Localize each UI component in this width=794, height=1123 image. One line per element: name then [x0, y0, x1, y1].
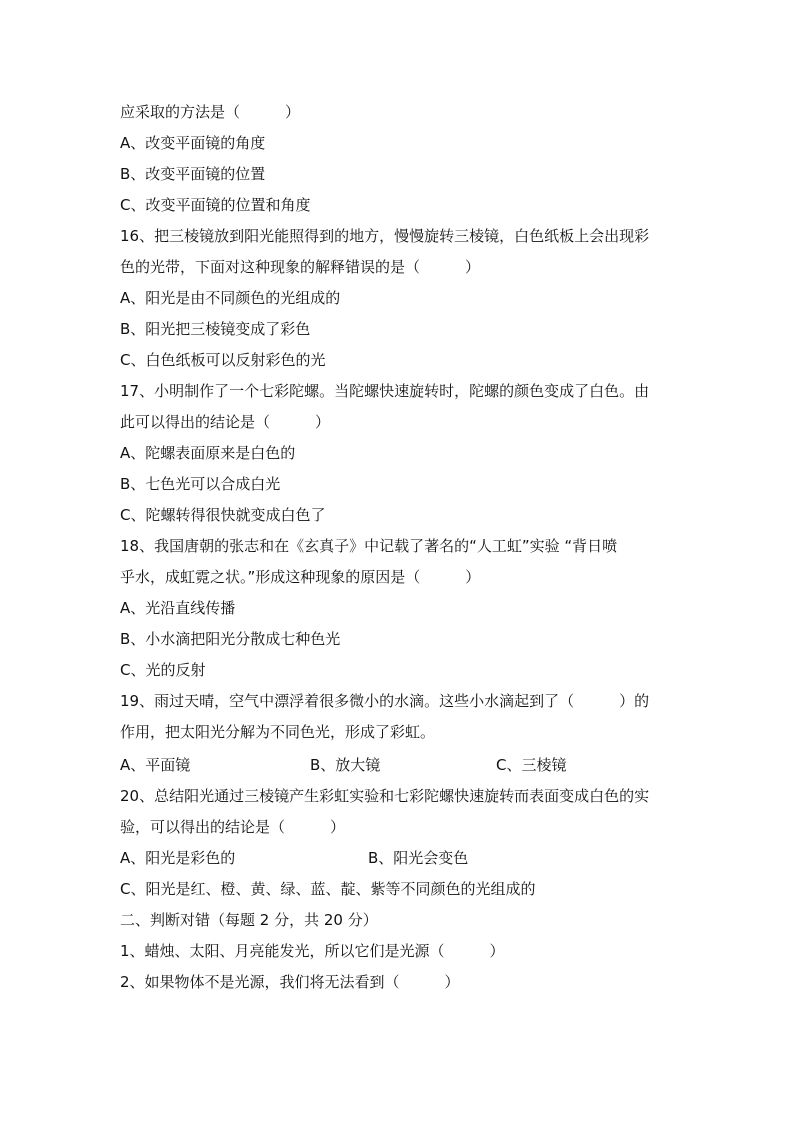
- q17-option-b: B、七色光可以合成白光: [120, 475, 281, 493]
- section-heading: 二、判断对错（每题 2 分，共 20 分）: [120, 911, 378, 929]
- q18-option-b: B、小水滴把阳光分散成七种色光: [120, 630, 341, 648]
- q20-option-a: A、阳光是彩色的: [120, 849, 236, 867]
- q20-stem-line2: 验，可以得出的结论是（ ）: [120, 818, 346, 836]
- q15-option-b: B、改变平面镜的位置: [120, 165, 266, 183]
- q19-option-a: A、平面镜: [120, 756, 191, 774]
- q16-option-b: B、阳光把三棱镜变成了彩色: [120, 320, 311, 338]
- q15-option-c: C、改变平面镜的位置和角度: [120, 196, 311, 214]
- q20-options-row: [120, 848, 468, 868]
- q15-option-a: A、改变平面镜的角度: [120, 134, 266, 152]
- q16-option-a: A、阳光是由不同颜色的光组成的: [120, 289, 341, 307]
- q20-option-c: C、阳光是红、橙、黄、绿、蓝、靛、紫等不同颜色的光组成的: [120, 880, 536, 898]
- q20-option-b: B、阳光会变色: [368, 849, 469, 867]
- q15-stem-end: 应采取的方法是（ ）: [120, 103, 301, 121]
- q19-stem-line2: 作用，把太阳光分解为不同色光，形成了彩虹。: [120, 723, 436, 741]
- q18-stem-line1: 18、我国唐朝的张志和在《玄真子》中记载了著名的“人工虹”实验 “背日喷: [120, 537, 618, 555]
- q18-option-c: C、光的反射: [120, 661, 206, 679]
- q20-stem-line1: 20、总结阳光通过三棱镜产生彩虹实验和七彩陀螺快速旋转而表面变成白色的实: [120, 787, 650, 805]
- q19-stem-line1: 19、雨过天晴，空气中漂浮着很多微小的水滴。这些小水滴起到了（ ）的: [120, 692, 650, 710]
- q17-option-c: C、陀螺转得很快就变成白色了: [120, 506, 326, 524]
- q16-stem-line2: 色的光带，下面对这种现象的解释错误的是（ ）: [120, 258, 481, 276]
- judge-item-1: 1、蜡烛、太阳、月亮能发光，所以它们是光源（ ）: [120, 942, 505, 960]
- q19-option-b: B、放大镜: [310, 756, 381, 774]
- q16-option-c: C、白色纸板可以反射彩色的光: [120, 351, 326, 369]
- q19-option-c: C、三棱镜: [496, 756, 567, 774]
- q18-stem-line2: 乎水，成虹霓之状。”形成这种现象的原因是（ ）: [120, 568, 481, 586]
- q17-stem-line2: 此可以得出的结论是（ ）: [120, 413, 331, 431]
- q19-options-row: [120, 755, 566, 775]
- q16-stem-line1: 16、把三棱镜放到阳光能照得到的地方，慢慢旋转三棱镜，白色纸板上会出现彩: [120, 227, 650, 245]
- judge-item-2: 2、如果物体不是光源，我们将无法看到（ ）: [120, 973, 460, 991]
- q17-option-a: A、陀螺表面原来是白色的: [120, 444, 296, 462]
- q17-stem-line1: 17、小明制作了一个七彩陀螺。当陀螺快速旋转时，陀螺的颜色变成了白色。由: [120, 382, 650, 400]
- q18-option-a: A、光沿直线传播: [120, 599, 236, 617]
